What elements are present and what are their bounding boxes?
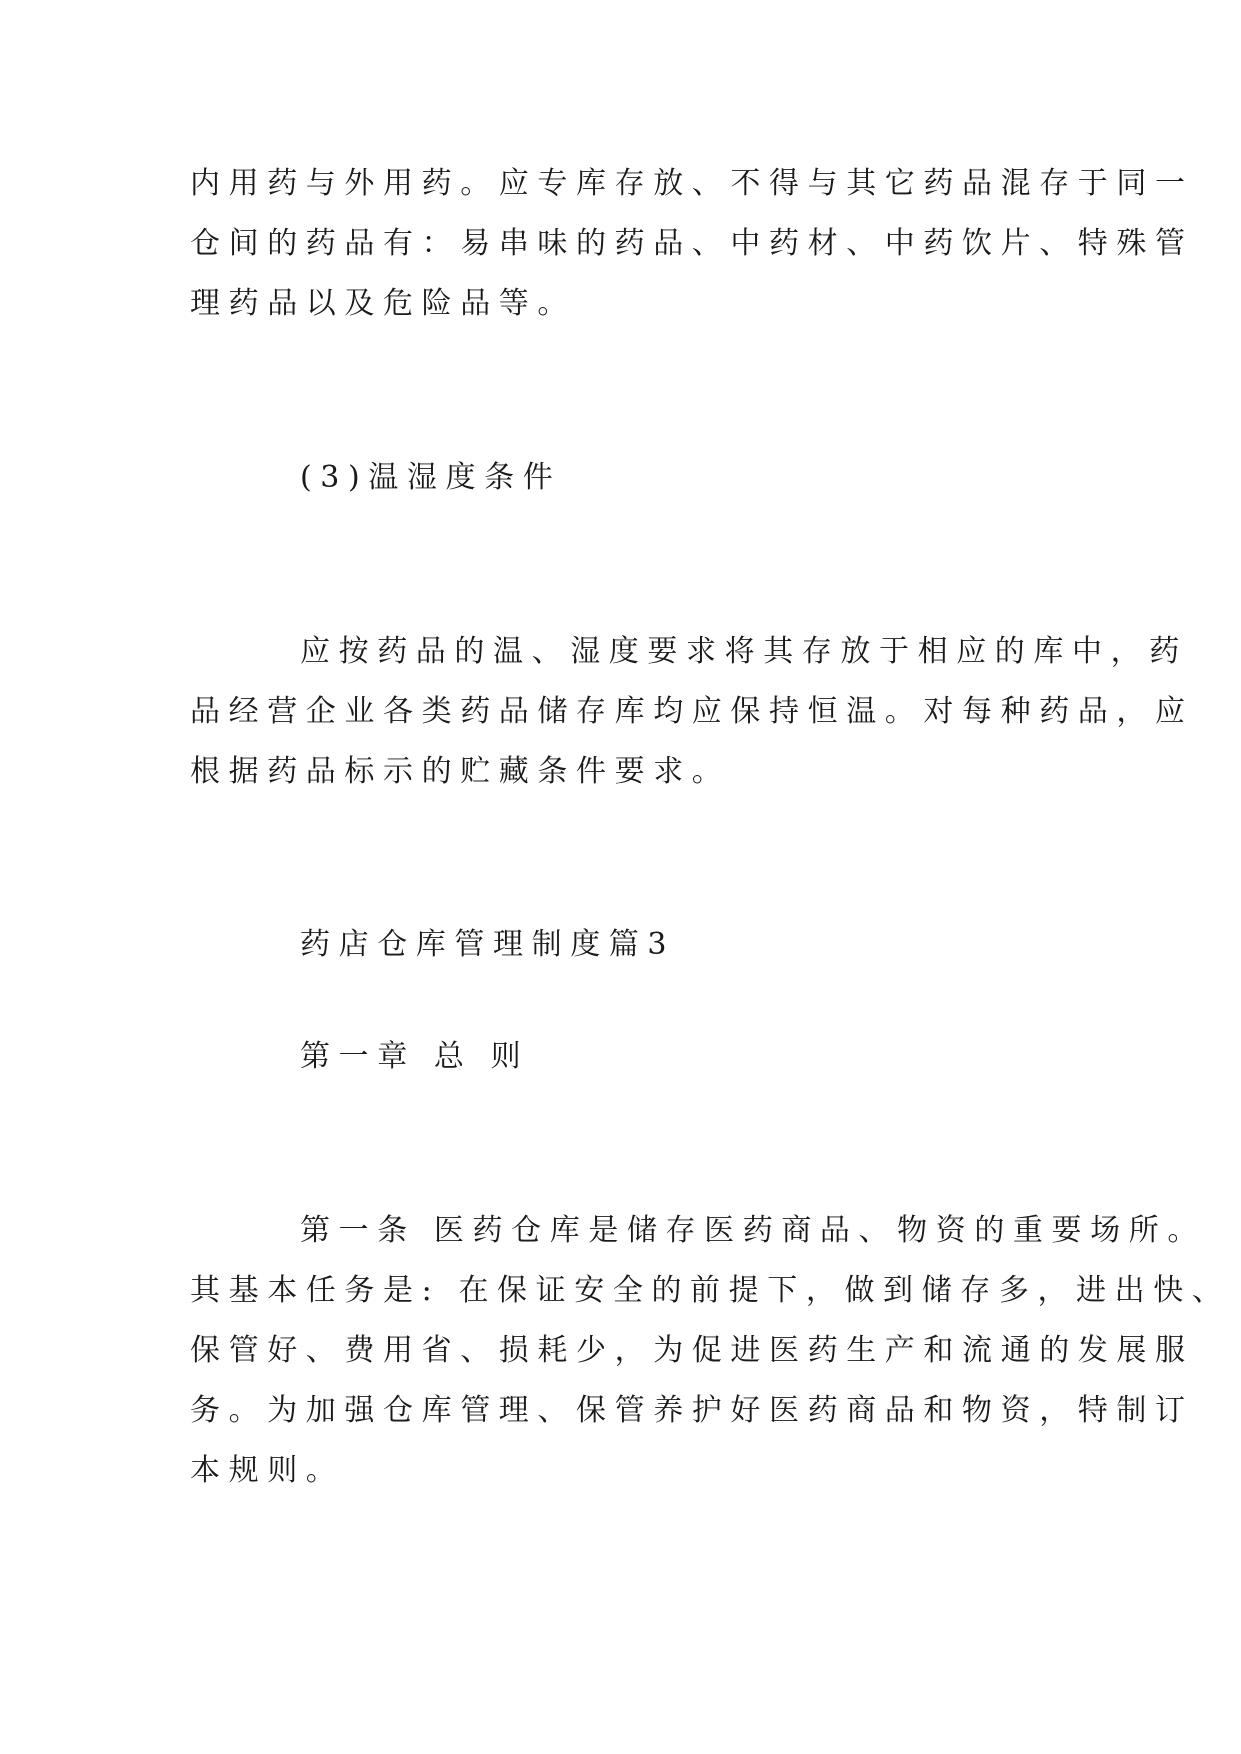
paragraph-line: 内用药与外用药。应专库存放、不得与其它药品混存于同一: [190, 166, 1194, 201]
section-title: 药店仓库管理制度篇3: [300, 927, 676, 962]
chapter-title: 第一章 总 则: [300, 1039, 530, 1074]
paragraph-line: 务。为加强仓库管理、保管养护好医药商品和物资，特制订: [190, 1393, 1194, 1428]
paragraph-line: 保管好、费用省、损耗少，为促进医药生产和流通的发展服: [190, 1333, 1194, 1368]
paragraph-line: 第一条 医药仓库是储存医药商品、物资的重要场所。: [300, 1213, 1206, 1248]
paragraph-line: 品经营企业各类药品储存库均应保持恒温。对每种药品，应: [190, 694, 1194, 729]
paragraph-line: 根据药品标示的贮藏条件要求。: [190, 754, 731, 789]
paragraph-line: 理药品以及危险品等。: [190, 286, 576, 321]
paragraph-line: 其基本任务是: 在保证安全的前提下，做到储存多，进出快、: [190, 1273, 1231, 1308]
heading-temperature-humidity: (3)温湿度条件: [300, 460, 562, 495]
paragraph-line: 本规则。: [190, 1453, 345, 1488]
paragraph-line: 应按药品的温、湿度要求将其存放于相应的库中，药: [300, 634, 1188, 669]
paragraph-line: 仓间的药品有：易串味的药品、中药材、中药饮片、特殊管: [190, 226, 1194, 261]
